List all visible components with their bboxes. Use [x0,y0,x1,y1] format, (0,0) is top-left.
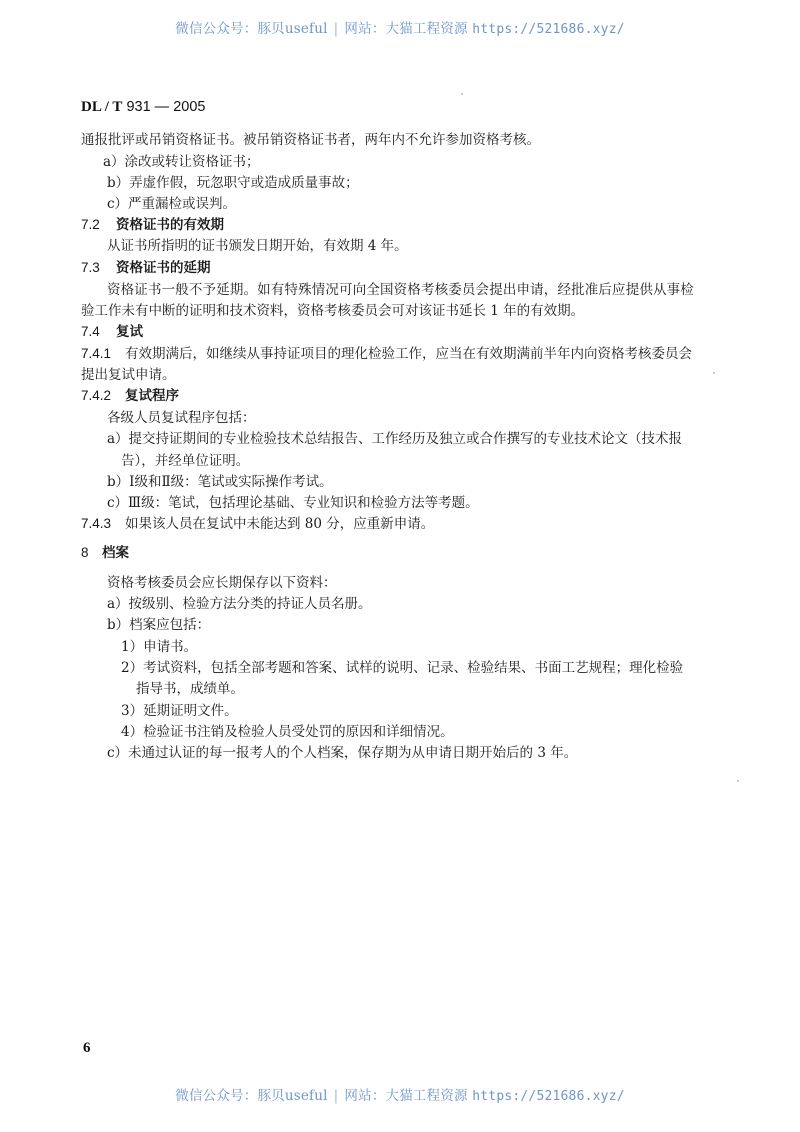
doc-code-number: 931 — 2005 [126,99,206,115]
paragraph-line: 资格证书一般不予延期。如有特殊情况可向全国资格考核委员会提出申请，经批准后应提供从事检 [107,282,694,298]
clause-7-4-1 [81,345,692,363]
section-heading-7-4-2 [81,387,179,405]
document-code [81,99,205,116]
doc-code-prefix: DL / T [81,99,123,115]
section-title: 资格证书的有效期 [116,217,224,232]
list-item-a-cont: 告），并经单位证明。 [121,453,250,469]
section-number: 7.4 [81,324,100,339]
sub-item-2: 2）考试资料，包括全部考题和答案、试样的说明、记录、检验结果、书面工艺规程；理化检验 [121,660,684,676]
section-number: 7.2 [81,217,100,232]
list-item-a: a）涂改或转让资格证书； [103,154,260,170]
section-title: 资格证书的延期 [116,260,211,275]
list-item-b: b）档案应包括： [107,617,211,633]
list-item-a: a）提交持证期间的专业检验技术总结报告、工作经历及独立或合作撰写的专业技术论文（技术报 [107,431,683,447]
watermark-url[interactable]: https://521686.xyz/ [472,22,625,37]
watermark-url[interactable]: https://521686.xyz/ [472,1089,625,1104]
scan-speck [713,372,715,374]
section-title: 复试 [116,324,143,339]
sub-item-4: 4）检验证书注销及检验人员受处罚的原因和详细情况。 [121,724,454,740]
watermark-site-label: 网站：大猫工程资源 [344,1088,468,1104]
paragraph: 资格考核委员会应长期保存以下资料： [107,575,337,591]
watermark-separator: | [333,21,339,37]
section-heading-7-3 [81,259,211,277]
section-heading-7-4 [81,323,143,341]
list-item-a: a）按级别、检验方法分类的持证人员名册。 [107,596,372,612]
watermark-bottom [0,1084,800,1104]
list-item-c: c）Ⅲ级：笔试，包括理论基础、专业知识和检验方法等考题。 [107,495,479,511]
clause-text: 有效期满后，如继续从事持证项目的理化检验工作，应当在有效期满前半年内向资格考核委员会 [125,346,692,362]
watermark-site-label: 网站：大猫工程资源 [344,21,468,37]
clause-number: 7.4.3 [81,516,112,531]
paragraph-line: 验工作未有中断的证明和技术资料，资格考核委员会可对该证书延长 1 年的有效期。 [81,303,585,319]
scan-speck [737,780,739,782]
watermark-top [0,17,800,37]
page-number: 6 [83,1040,91,1056]
list-item-b: b）弄虚作假，玩忽职守或造成质量事故； [107,175,359,191]
list-item-c: c）未通过认证的每一报考人的个人档案，保存期为从申请日期开始后的 3 年。 [107,745,578,761]
list-item-c: c）严重漏检或误判。 [107,196,237,212]
sub-item-1: 1）申请书。 [121,639,198,655]
clause-7-4-3 [81,515,434,533]
section-number: 7.3 [81,260,100,275]
sub-item-3: 3）延期证明文件。 [121,703,238,719]
section-number: 7.4.2 [81,388,112,403]
watermark-wechat: 微信公众号：豚贝useful [175,21,328,37]
section-number: 8 [81,545,89,560]
paragraph-line: 提出复试申请。 [81,367,176,383]
sub-item-2-cont: 指导书，成绩单。 [136,681,244,697]
clause-number: 7.4.1 [81,346,112,361]
section-title: 档案 [102,545,129,560]
paragraph-intro: 通报批评或吊销资格证书。被吊销资格证书者，两年内不允许参加资格考核。 [81,132,540,148]
section-title: 复试程序 [125,388,179,403]
list-item-b: b）Ⅰ级和Ⅱ级：笔试或实际操作考试。 [107,474,333,490]
section-heading-7-2 [81,216,224,234]
section-heading-8 [81,544,129,562]
scan-speck [461,93,463,95]
watermark-wechat: 微信公众号：豚贝useful [175,1088,328,1104]
watermark-separator: | [333,1088,339,1104]
paragraph: 各级人员复试程序包括： [107,410,256,426]
clause-text: 如果该人员在复试中未能达到 80 分，应重新申请。 [125,516,435,532]
paragraph: 从证书所指明的证书颁发日期开始，有效期 4 年。 [107,238,408,254]
